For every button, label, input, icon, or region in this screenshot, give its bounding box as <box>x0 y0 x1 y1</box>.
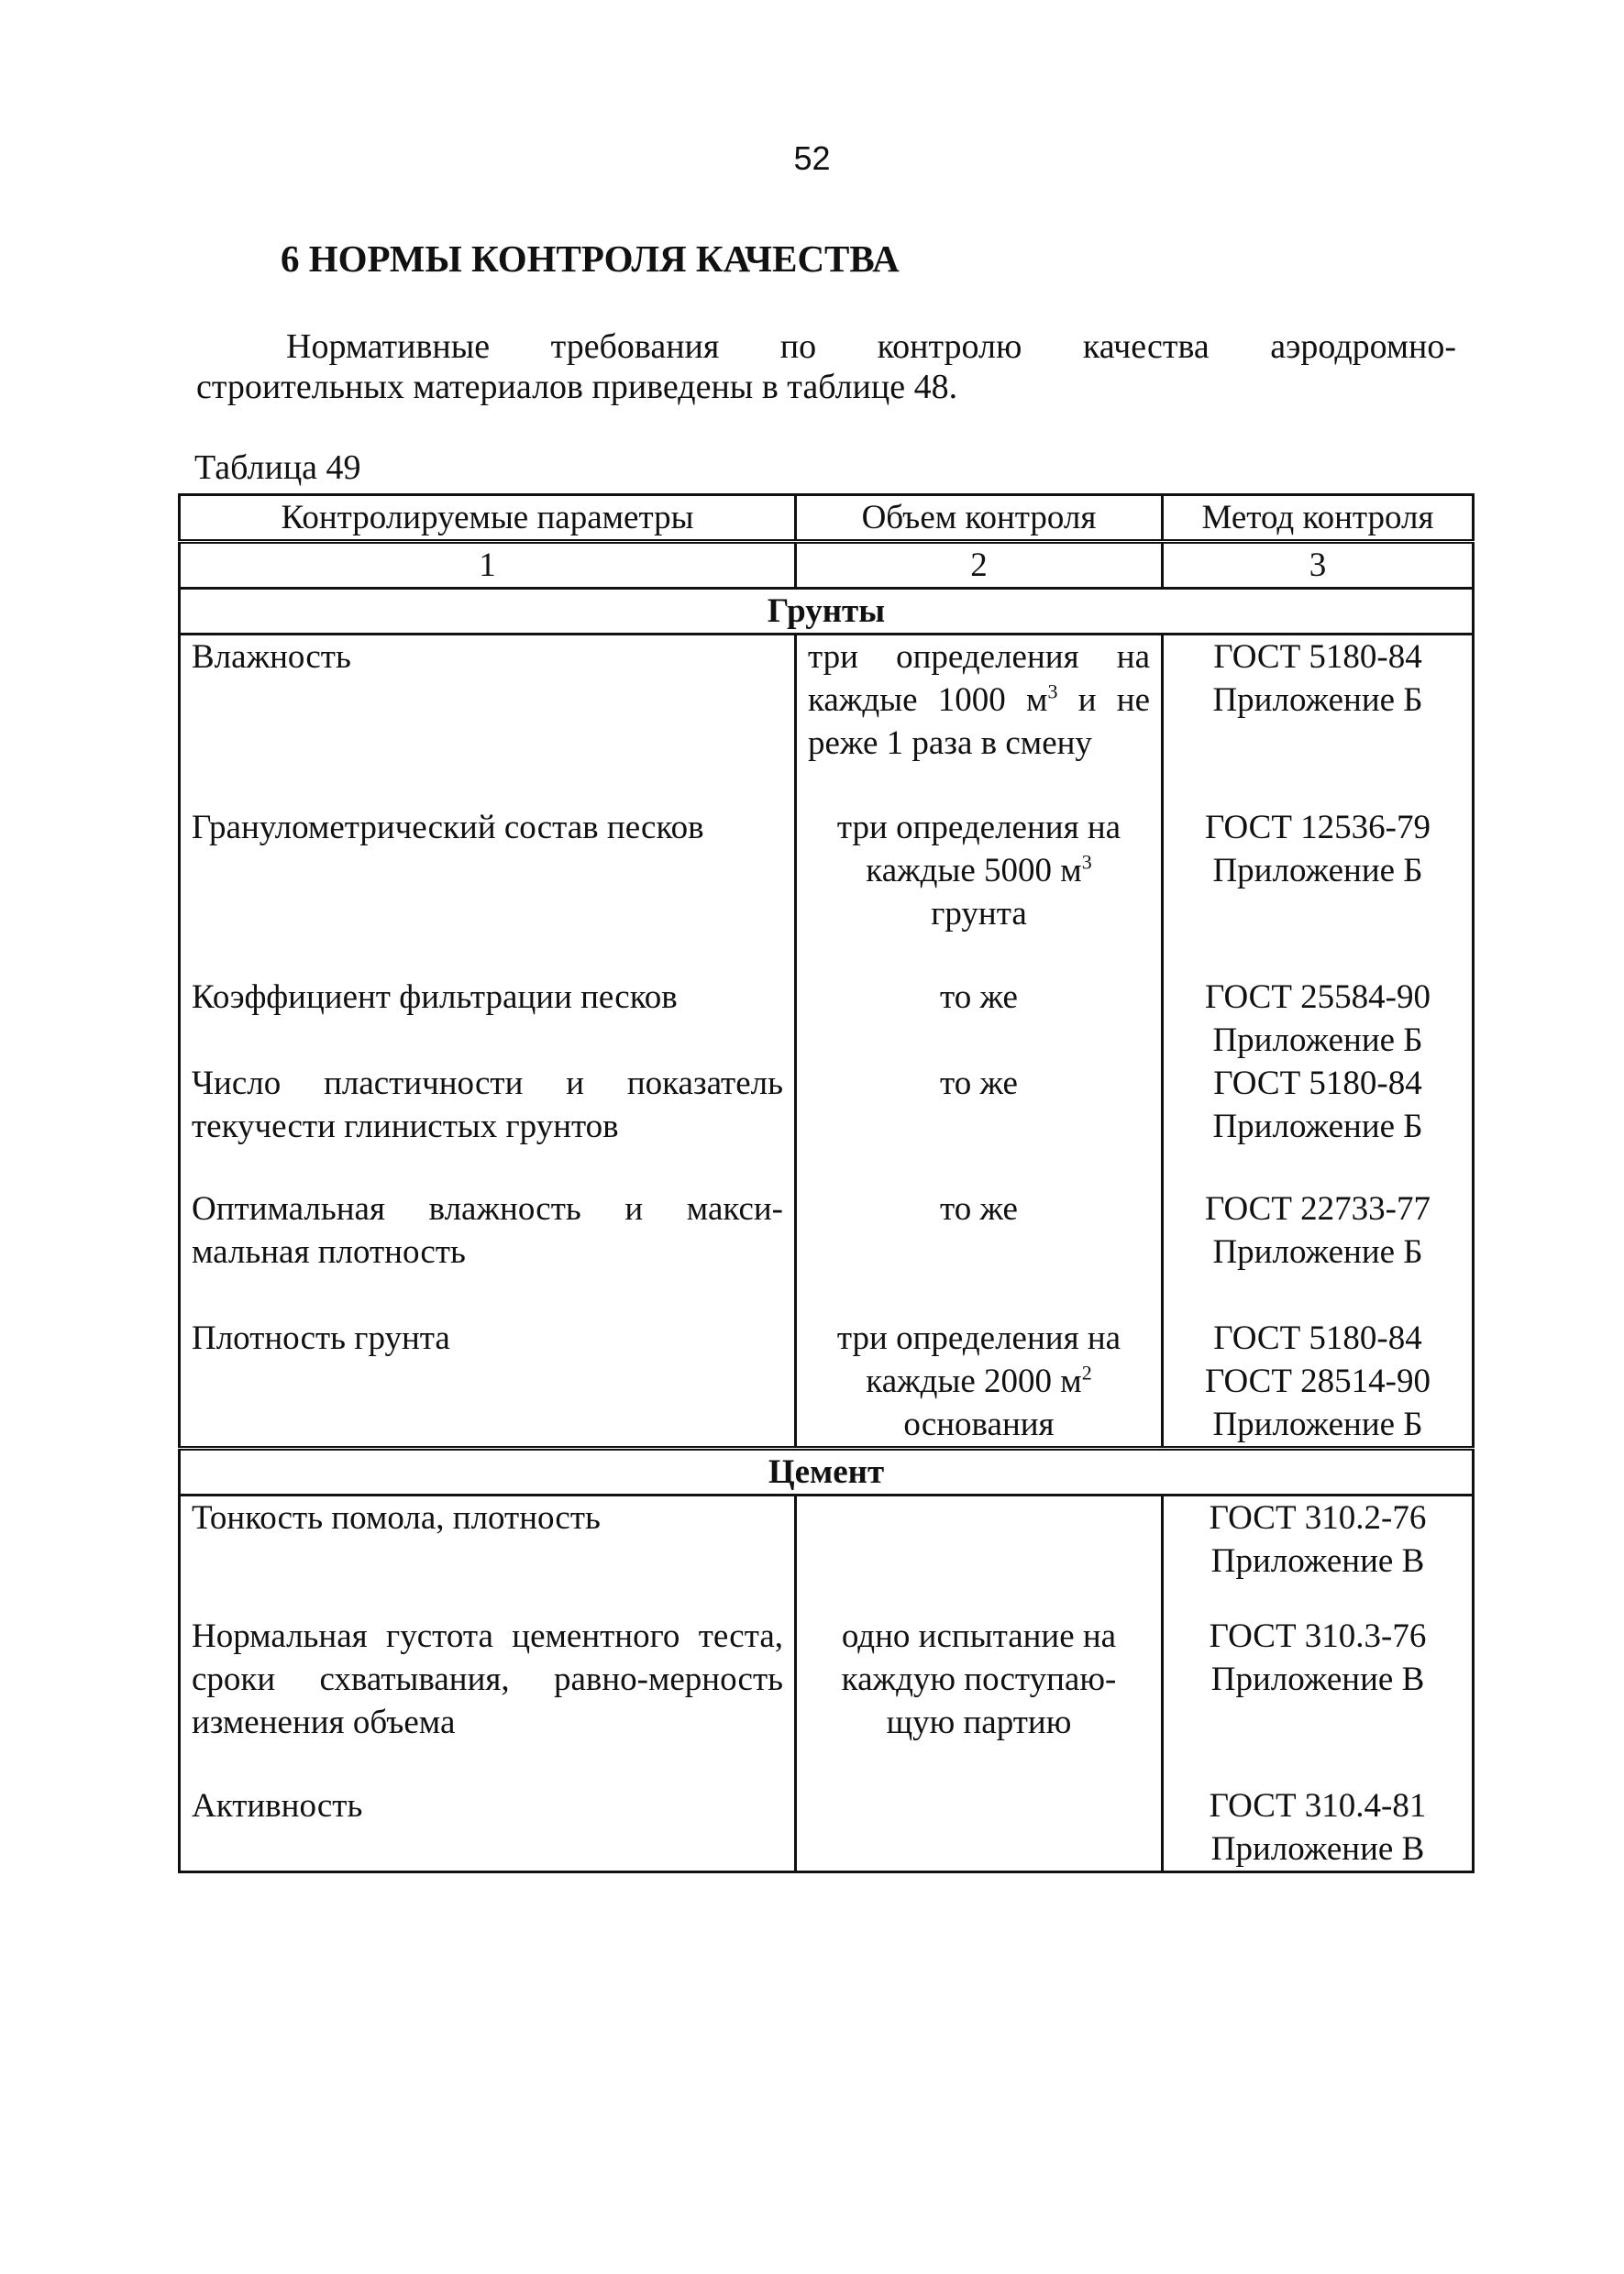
intro-line-1: Нормативные требования по контролю качества аэродромно- <box>286 327 1456 366</box>
intro-paragraph <box>196 326 1456 407</box>
table-row <box>180 1496 1474 1616</box>
param-cell: Коэффициент фильтрации песков <box>180 976 796 1062</box>
param-cell: Оптимальная влажность и макси-мальная плотность <box>180 1187 796 1317</box>
section-title-cement: Цемент <box>180 1449 1474 1496</box>
volume-text: три определения на каждые 2000 м <box>836 1319 1121 1400</box>
section-row <box>180 1449 1474 1496</box>
method-cell: ГОСТ 12536-79 Приложение Б <box>1163 806 1474 976</box>
table-row <box>180 1062 1474 1187</box>
method-cell: ГОСТ 310.3-76 Приложение В <box>1163 1615 1474 1784</box>
header-method: Метод контроля <box>1163 495 1474 542</box>
table-caption: Таблица 49 <box>194 448 361 487</box>
column-number-row <box>180 542 1474 589</box>
table-row <box>180 635 1474 807</box>
volume-cell: одно испытание на каждую поступаю- щую партию <box>796 1615 1163 1784</box>
header-volume: Объем контроля <box>796 495 1163 542</box>
table-row <box>180 1784 1474 1872</box>
intro-line-2: строительных материалов приведены в таблице 48. <box>196 368 958 406</box>
table-row <box>180 1317 1474 1449</box>
method-cell: ГОСТ 5180-84 Приложение Б <box>1163 635 1474 807</box>
volume-exponent: 3 <box>1081 850 1092 874</box>
param-cell: Нормальная густота цементного теста, сроки схватывания, равно-мерность изменения объема <box>180 1615 796 1784</box>
volume-text: и не реже 1 раза в смену <box>808 681 1150 762</box>
volume-cell: то же <box>796 1187 1163 1317</box>
volume-text: три определения на каждые 1000 м <box>808 638 1150 719</box>
section-title-soils: Грунты <box>180 589 1474 635</box>
volume-cell <box>796 1496 1163 1616</box>
method-cell: ГОСТ 25584-90 Приложение Б <box>1163 976 1474 1062</box>
table-header-row <box>180 495 1474 542</box>
method-cell: ГОСТ 310.2-76 Приложение В <box>1163 1496 1474 1616</box>
volume-cell <box>796 1784 1163 1872</box>
section-heading: 6 НОРМЫ КОНТРОЛЯ КАЧЕСТВА <box>281 237 900 280</box>
volume-text: основания <box>903 1406 1055 1443</box>
param-cell: Плотность грунта <box>180 1317 796 1449</box>
volume-cell: то же <box>796 1062 1163 1187</box>
method-cell: ГОСТ 310.4-81 Приложение В <box>1163 1784 1474 1872</box>
volume-exponent: 2 <box>1081 1361 1092 1385</box>
param-cell: Гранулометрический состав песков <box>180 806 796 976</box>
method-cell: ГОСТ 5180-84 ГОСТ 28514-90 Приложение Б <box>1163 1317 1474 1449</box>
column-number: 2 <box>796 542 1163 589</box>
page-number: 52 <box>793 139 831 177</box>
param-cell: Тонкость помола, плотность <box>180 1496 796 1616</box>
header-parameters: Контролируемые параметры <box>180 495 796 542</box>
column-number: 1 <box>180 542 796 589</box>
volume-cell <box>796 1317 1163 1449</box>
volume-cell <box>796 635 1163 807</box>
section-row <box>180 589 1474 635</box>
volume-text: грунта <box>931 895 1027 933</box>
method-cell: ГОСТ 22733-77 Приложение Б <box>1163 1187 1474 1317</box>
volume-cell: то же <box>796 976 1163 1062</box>
param-cell: Активность <box>180 1784 796 1872</box>
column-number: 3 <box>1163 542 1474 589</box>
table-row <box>180 1615 1474 1784</box>
table-row <box>180 806 1474 976</box>
param-cell: Влажность <box>180 635 796 807</box>
quality-control-table <box>178 493 1475 1873</box>
volume-exponent: 3 <box>1047 679 1058 703</box>
param-cell: Число пластичности и показатель текучести глинистых грунтов <box>180 1062 796 1187</box>
method-cell: ГОСТ 5180-84 Приложение Б <box>1163 1062 1474 1187</box>
table-row <box>180 1187 1474 1317</box>
volume-text: три определения на каждые 5000 м <box>836 809 1121 889</box>
table-row <box>180 976 1474 1062</box>
volume-cell <box>796 806 1163 976</box>
